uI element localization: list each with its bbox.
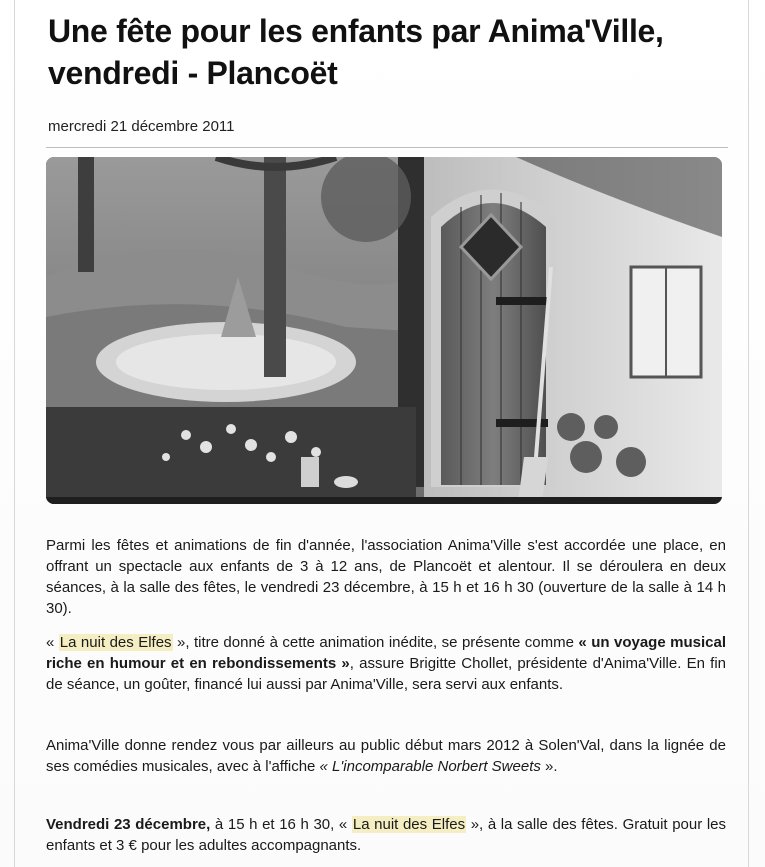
headline-line-2: vendredi - Plancoët [48,55,338,91]
header-divider [46,147,728,148]
musical-title-italic: « L'incomparable Norbert Sweets [319,758,541,775]
paragraph-intro: Parmi les fêtes et animations de fin d'année, l'association Anima'Ville s'est accordée une place, en offrant un spectacle aux enfants de 3 à 12 ans, de Plancoët et alentour. Il se déroulera en deux séances, à la salle des fêtes, le vendredi 23 décembre, à 15 h et 16 h 30 (ouverture de la salle à 14 h 30). [46,537,726,617]
scan-edge-left [14,0,15,867]
scan-edge-right [748,0,749,867]
show-title-highlight-2: La nuit des Elfes [352,816,466,833]
article-photo [46,157,722,504]
paragraph-practical-info [46,814,726,856]
paragraph-show-description [46,632,726,695]
article-headline [48,10,738,94]
show-title-highlight: La nuit des Elfes [59,634,172,651]
paragraph-3-end: ». [540,758,558,775]
paragraph-2-middle: », titre donné à cette animation inédite, se présente comme [172,634,579,651]
paragraph-2-end: , assure Brigitte Chollet, présidente d'Anima'Ville. En fin de séance, un goûter, financé lui aussi par Anima'Ville, sera servi aux enfants. [46,655,726,693]
paragraph-3-start: Anima'Ville donne rendez vous par ailleurs au public début mars 2012 à Solen'Val, dans la lignée de ses comédies musicales, avec à l'affiche [46,737,726,775]
quote-open: « [46,634,59,651]
article-date: mercredi 21 décembre 2011 [48,118,235,135]
paragraph-upcoming [46,735,726,777]
headline-line-1: Une fête pour les enfants par Anima'Ville, [48,13,664,49]
event-date-bold: Vendredi 23 décembre, [46,816,211,833]
paragraph-4-end: », à la salle des fêtes. Gratuit pour les enfants et 3 € pour les adultes accompagnants. [46,816,727,854]
paragraph-4-middle: à 15 h et 16 h 30, « [210,816,352,833]
mural-illustration [46,157,722,504]
show-quote-bold: « un voyage musical riche en humour et en rebondissements » [46,634,726,672]
